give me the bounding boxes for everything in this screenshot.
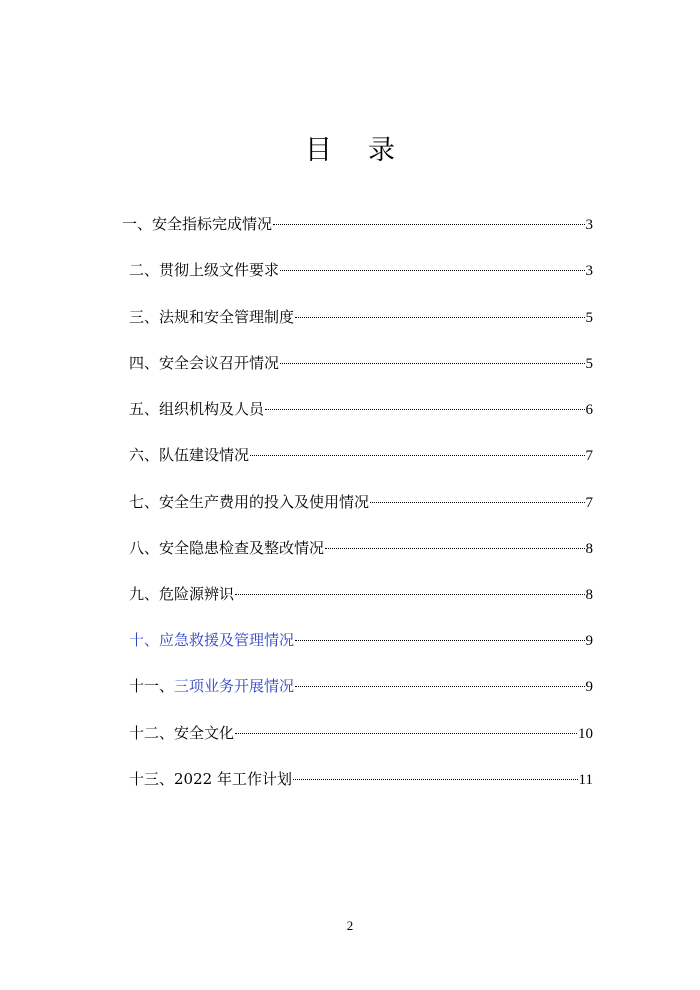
toc-entry-title: 队伍建设情况 (159, 446, 250, 464)
toc-entry-number: 七、 (129, 493, 160, 511)
toc-entry-number: 三、 (129, 308, 160, 326)
toc-entry[interactable] (0, 211, 700, 237)
toc-entry-number: 五、 (129, 400, 160, 418)
toc-entry[interactable] (0, 396, 700, 422)
toc-entry-title: 三项业务开展情况 (174, 677, 295, 695)
page-number: 2 (346, 918, 354, 933)
toc-entry-page: 8 (585, 541, 593, 557)
toc-leader-dots (370, 502, 584, 503)
toc-entry-title: 2022 年工作计划 (174, 770, 292, 788)
title-char-right: 录 (368, 135, 395, 166)
toc-entry-number: 二、 (129, 261, 160, 279)
table-of-contents (0, 211, 700, 811)
toc-leader-dots (265, 409, 584, 410)
toc-entry-title: 贯彻上级文件要求 (159, 261, 280, 279)
toc-entry-page: 6 (585, 402, 593, 418)
toc-entry-title: 应急救援及管理情况 (159, 631, 295, 649)
toc-leader-dots (235, 733, 577, 734)
toc-entry-page: 3 (585, 217, 593, 233)
toc-entry-number: 十、 (129, 631, 160, 649)
toc-entry[interactable] (0, 442, 700, 468)
toc-leader-dots (235, 594, 584, 595)
toc-leader-dots (280, 270, 584, 271)
toc-entry-number: 八、 (129, 539, 160, 557)
page-title (0, 128, 700, 167)
toc-leader-dots (295, 686, 584, 687)
toc-entry-title: 组织机构及人员 (159, 400, 265, 418)
toc-leader-dots (295, 317, 584, 318)
toc-entry-title: 安全会议召开情况 (159, 354, 280, 372)
toc-entry-number: 一、 (122, 215, 153, 233)
toc-entry-number: 十一、 (129, 677, 175, 695)
toc-entry[interactable] (0, 720, 700, 746)
toc-entry[interactable] (0, 535, 700, 561)
toc-leader-dots (293, 779, 578, 780)
toc-entry-page: 7 (585, 495, 593, 511)
toc-entry-title: 安全指标完成情况 (152, 215, 273, 233)
toc-entry[interactable] (0, 304, 700, 330)
toc-entry-page: 9 (585, 679, 593, 695)
toc-leader-dots (273, 224, 584, 225)
toc-entry-number: 九、 (129, 585, 160, 603)
toc-entry-title: 安全隐患检查及整改情况 (159, 539, 325, 557)
toc-entry-number: 六、 (129, 446, 160, 464)
toc-entry-number: 四、 (129, 354, 160, 372)
toc-entry-title: 安全文化 (174, 724, 235, 742)
toc-entry-page: 7 (585, 448, 593, 464)
toc-leader-dots (250, 455, 584, 456)
title-char-left: 目 (305, 135, 332, 166)
toc-entry-page: 10 (578, 726, 593, 742)
toc-entry-page: 9 (585, 633, 593, 649)
toc-leader-dots (295, 640, 584, 641)
toc-entry-page: 5 (585, 356, 593, 372)
toc-entry[interactable] (0, 766, 700, 792)
toc-entry-number: 十二、 (129, 724, 175, 742)
toc-entry[interactable] (0, 489, 700, 515)
toc-entry-page: 3 (585, 263, 593, 279)
toc-entry-title: 法规和安全管理制度 (159, 308, 295, 326)
toc-entry[interactable] (0, 350, 700, 376)
toc-entry[interactable] (0, 581, 700, 607)
toc-entry[interactable] (0, 627, 700, 653)
toc-entry-number: 十三、 (129, 770, 175, 788)
toc-leader-dots (325, 548, 584, 549)
toc-leader-dots (280, 363, 584, 364)
toc-entry-page: 11 (578, 772, 593, 788)
toc-entry-page: 5 (585, 310, 593, 326)
toc-entry-page: 8 (585, 587, 593, 603)
toc-entry-title: 安全生产费用的投入及使用情况 (159, 493, 370, 511)
toc-entry[interactable] (0, 673, 700, 699)
toc-entry[interactable] (0, 257, 700, 283)
toc-entry-title: 危险源辨识 (159, 585, 235, 603)
